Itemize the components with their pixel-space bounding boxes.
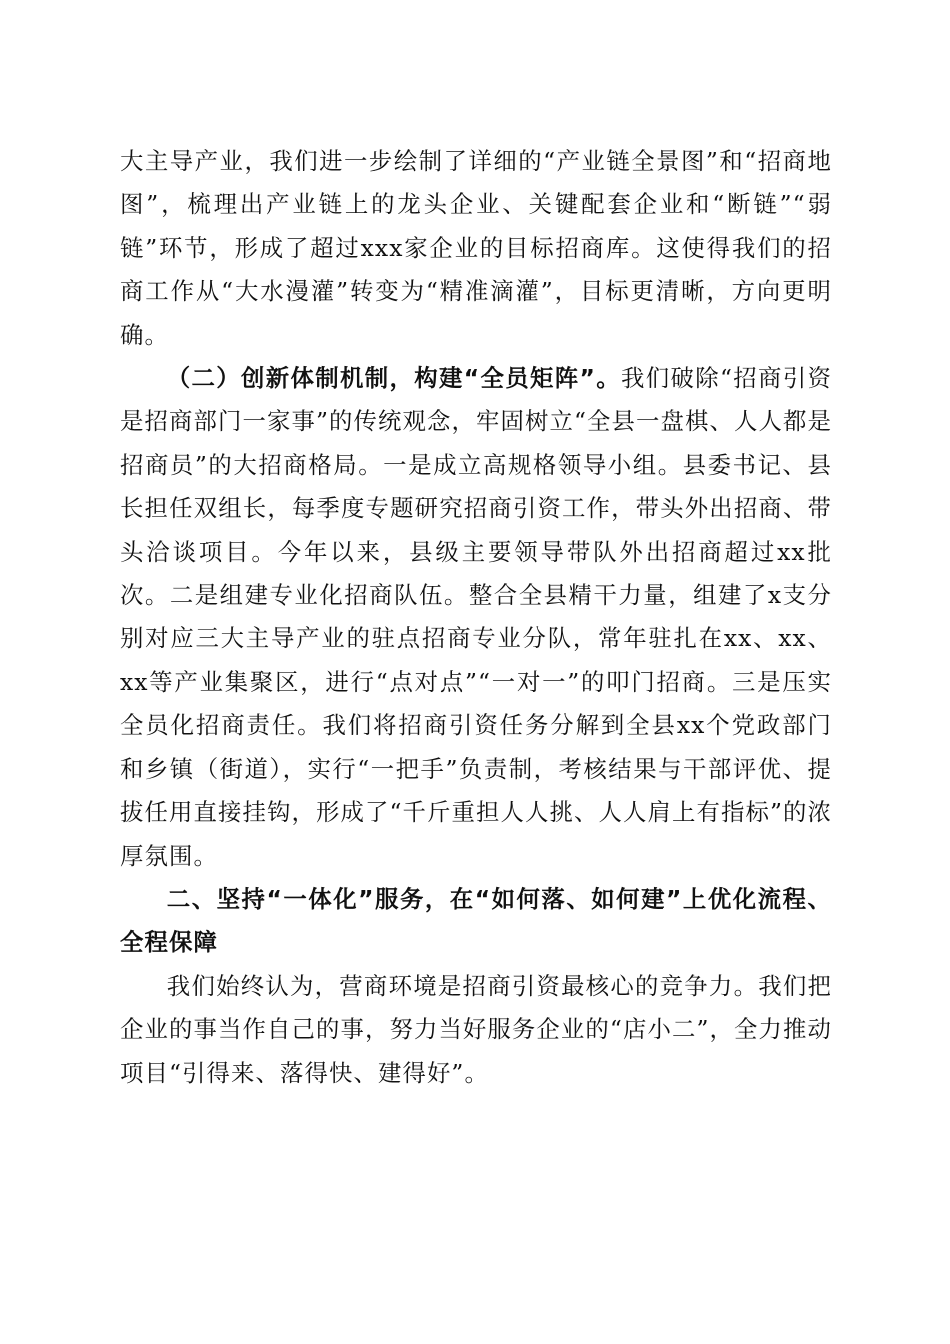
subsection-lead: （二）创新体制机制，构建“全员矩阵”。 — [166, 364, 621, 393]
document-page — [120, 140, 832, 1095]
subsection-body: 我们破除“招商引资是招商部门一家事”的传统观念，牢固树立“全县一盘棋、人人都是招商员”的大招商格局。一是成立高规格领导小组。县委书记、县长担任双组长，每季度专题研究招商引资工作，带头外出招商、带头洽谈项目。今年以来，县级主要领导带队外出招商超过xx批次。二是组建专业化招商队伍。整合全县精干力量，组建了x支分别对应三大主导产业的驻点招商专业分队，常年驻扎在xx、xx、xx等产业集聚区，进行“点对点”“一对一”的叩门招商。三是压实全员化招商责任。我们将招商引资任务分解到全县xx个党政部门和乡镇（街道），实行“一把手”负责制，考核结果与干部评优、提拔任用直接挂钩，形成了“千斤重担人人挑、人人肩上有指标”的浓厚氛围。 — [120, 364, 832, 870]
paragraph-subsection-two — [120, 357, 832, 878]
section-heading-two: 二、坚持“一体化”服务，在“如何落、如何建”上优化流程、全程保障 — [120, 884, 832, 957]
paragraph-body: 我们始终认为，营商环境是招商引资最核心的竞争力。我们把企业的事当作自己的事，努力当好服务企业的“店小二”，全力推动项目“引得来、落得快、建得好”。 — [120, 971, 832, 1087]
paragraph-continuation: 大主导产业，我们进一步绘制了详细的“产业链全景图”和“招商地图”，梳理出产业链上的龙头企业、关键配套企业和“断链”“弱链”环节，形成了超过xxx家企业的目标招商库。这使得我们的招商工作从“大水漫灌”转变为“精准滴灌”，目标更清晰，方向更明确。 — [120, 147, 832, 349]
